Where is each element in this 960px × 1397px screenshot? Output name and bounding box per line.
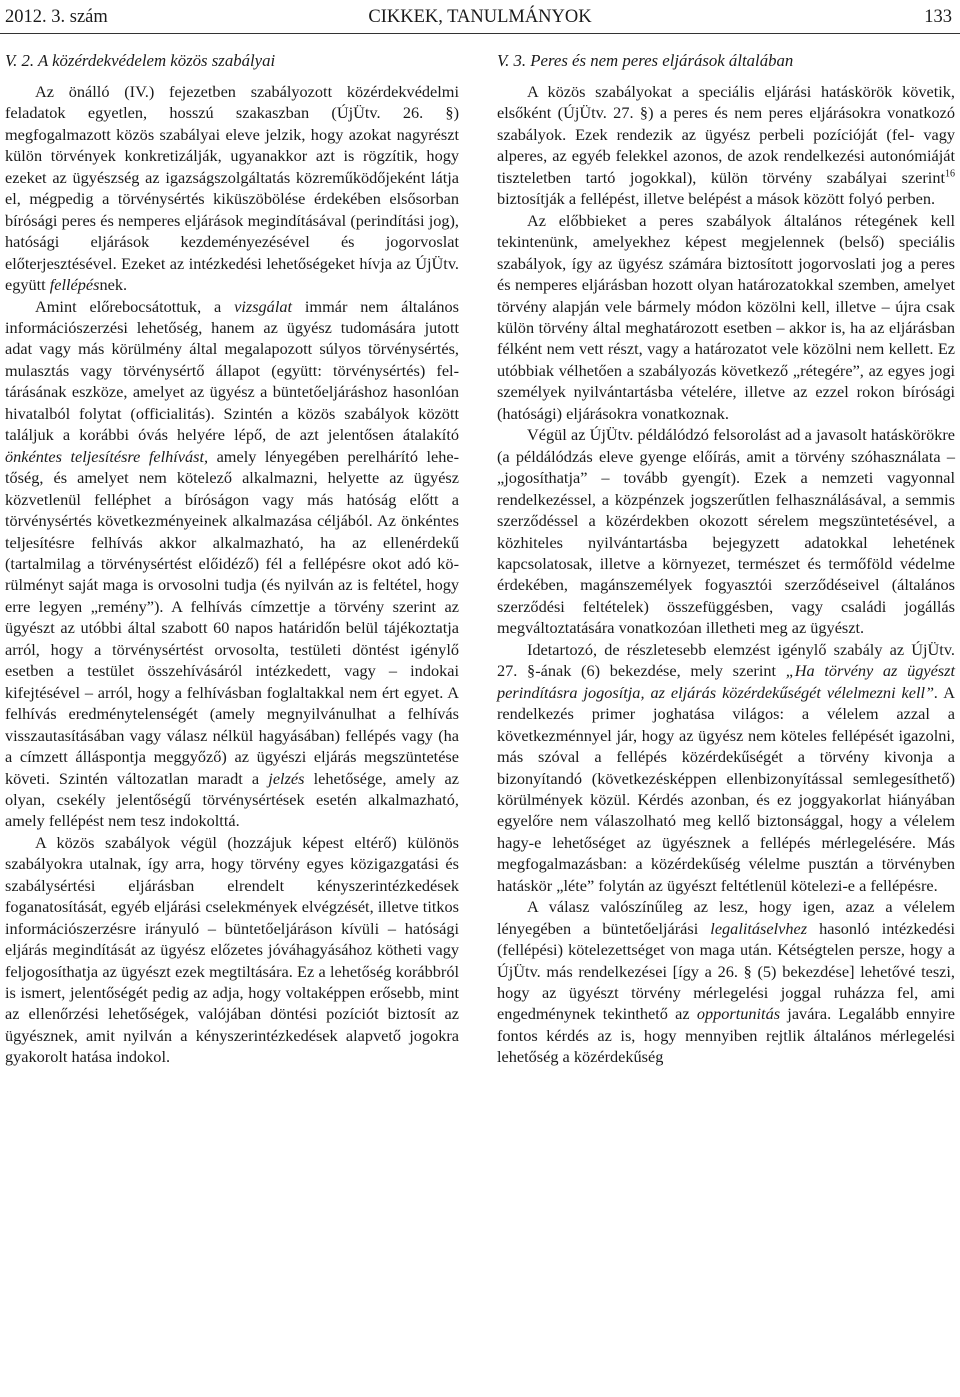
text-run: A közös szabályokat a speciális eljárási hatáskörök követik, elsőként (ÚjÜtv. 27. §) a peres és nem peres eljárásokra vonatkozó szabályok. Ezek rendezik az ügyész perbeli pozícióját (fel- vagy alperes, az egyéb felekkel azonos, de azok rendelkezési autonómiáját tiszteletben tartó jogokkal), külön törvény szabályai szerint [497, 82, 955, 187]
paragraph [5, 832, 459, 1068]
section-heading-v3: V. 3. Peres és nem peres eljárások általában [497, 51, 794, 70]
paragraph [497, 639, 955, 896]
italic-run: önkéntes teljesítésre felhívást, [5, 446, 209, 466]
paragraph [5, 296, 459, 832]
header-rule [0, 33, 960, 34]
text-run: amely lényegében perelhárító lehetőség, és amelyet nem kötelező alkalmazni, helyette az ügyész közvetlenül felléphet a bíróságon vagy más hatóság előtt a törvénysértés következményeinek alkalmazása céljából. Az önkéntes teljesítésre felhívás akkor alkalmazható, ha az ellenérdekű (tartalmilag a törvénysértést előidéző) fél a fellépésre okot adó körülményt saját maga is orvosolni tudja (és nyilván az is feltétel, hogy erre legyen „remény”). A felhívás címzettje a törvény szerint az ügyészt az utóbbi által szabott 60 napos határidőn belül tájékoztatja arról, hogy a törvénysértést orvosolta, testületi döntést igénylő esetben a testület összehívásáról intézkedett, vagy – indokai kifejtésével – arról, hogy a felhívásban foglaltakkal nem ért egyet. A felhívás eredménytelenségét (amely megnyilvánulhat a felhívás visszautasításában vagy válasz nélkül hagyásában) fellépés vagy (ha a címzett álláspontja meggyőző) az ügyészi eljárás megszüntetése követi. Szintén változatlan maradt a [5, 446, 459, 788]
italic-run: vizsgálat [234, 296, 293, 316]
italic-run: fellépés [49, 275, 100, 295]
italic-run: legalitáselvhez [710, 918, 808, 938]
italic-run: opportunitás [696, 1004, 781, 1024]
text-run: hasonló intézkedési (fellépési) kötelezettséget von maga után. Kétségtelen persze, hogy a ÚjÜtv. más rendelkezései [így a 26. § (5) bekezdése] lehetővé teszi, hogy az ügyészt törvény mérlegelési joggal ruházza fel, ami engedménynek tekinthető az [497, 918, 955, 1024]
text-run: Végül az ÚjÜtv. példálódzó felsorolást ad a javasolt hatáskörökre (a példálódzás eleve gyenge előírás, amit a törvény szóhasználata – „jogosíthatja” – tovább gyengít). Ezek a nemzeti vagyonnal rendelkezéssel, a közpénzek jogszerűtlen felhasználásával, a semmis szerződéssel a közérdekben okozott sérelem megszüntetésével, a közhiteles nyilvántartásba bejegyzett adatokkal lehetének kapcsolatosak, illetve a környezet, természet és termőföld védelme érdekében, magánszemélyek fogyasztói szerződéseivel (általános szerződési feltételek) összefüggésben, vagy családi jogállás megváltoztatására vonatkozóan illetheti meg az ügyészt. [497, 425, 955, 638]
section-label: CIKKEK, TANULMÁNYOK [368, 7, 592, 27]
left-column [5, 50, 459, 1068]
italic-run: „Ha törvény az ügyészt perindításra jogosítja, az eljárás közérdekűségét vélelmezni kell”. [497, 661, 956, 702]
text-run: Amint előrebocsátottuk, a [35, 296, 235, 316]
footnote-ref: 16 [945, 168, 955, 180]
text-run: immár nem általános információszerzési lehetőség, hanem az ügyész tudomására jutott adat vagy más körülmény által megalapozott súlyos törvénysértés, mulasztás vagy törvénysértő állapot (együtt: törvénysértés) feltárásának eszköze, amelyet az ügyész a büntetőeljáráshoz hasonlóan hivatalból folytat (officialitás). Szintén a közös szabályok között találjuk a korábbi óvás helyére lépő, de azt jelentősen átalakító [5, 296, 460, 445]
italic-run: jelzés [268, 768, 305, 788]
text-run: Az önálló (IV.) fejezetben szabályozott közérdekvédelmi feladatok egyetlen, hosszú szakaszban (ÚjÜtv. 26. §) megfogalmazott közös szabályai eleve jelzik, hogy azokat nagyrészt külön törvények konkretizálják, ugyanakkor azt is rögzítik, hogy ezeket az ügyészség az igazságszolgáltatás közreműködőjeként látja el, mégpedig a törvénysértés kiküszöbölése érdekében elsősorban bírósági peres és nemperes eljárások megindításával (perindítási jog), hatósági eljárások kezdeményezésével és jogorvoslat előterjesztésével. Ezeket az intézkedési lehetőségeket hívja az ÚjÜtv. együtt [5, 82, 459, 295]
text-run: Idetartozó, de részletesebb elemzést igénylő szabály az ÚjÜtv. 27. §-ának (6) bekezdése, mely szerint [497, 639, 955, 681]
text-run: Az előbbieket a peres szabályok általános rétegének kell tekintenünk, amelyekhez képest megjelennek (belső) speciális szabályok, így az ügyész számára biztosított jogorvoslati jog a peres és nemperes eljárásban hozott olyan határozatokkal szemben, amelyet törvény alapján vele bármely módon közölni kell, illetve – újra csak külön törvény által meghatározott esetben – akkor is, ha az eljárásban félként nem vett részt, vagy a határozatot vele közölni nem kellett. Ez utóbbiak vélhetően a szabályozás következő „rétegére”, az egyes jogi személyek nyilvántartásba vételére, illetve az ezzel rokon bírósági (hatósági) eljárásokra vonatkoznak. [497, 210, 955, 423]
running-header [0, 0, 960, 34]
paragraph [497, 896, 955, 1068]
page-number: 133 [924, 7, 952, 27]
section-heading-v2: V. 2. A közérdekvédelem közös szabályai [5, 51, 276, 70]
text-run: A rendelkezés primer joghatása világos: a vélelem azzal a következménnyel jár, hogy az ügyész nem köteles fellépését igazolni, más szóval a fellépés közérdekűségét a törvény kivonja a bizonyítandó (következésképpen ellenbizonyítással semlegesíthető) körülmények közül. Kérdés azonban, és ez joggyakorlat hiányában egyelőre nem válaszolható meg kellő biztonsággal, hogy a vélelem hagy-e lehetőséget az ügyésznek a fellépés mérlegelésére. Más megfogalmazásban: a közérdekűség vélelme pusztán a törvényben hatáskör „léte” folytán az ügyészt feltétlenül kötelezi-e a fellépésre. [497, 682, 955, 895]
paragraph [497, 424, 955, 639]
paragraph [5, 81, 459, 296]
text-run: nek. [99, 275, 128, 295]
paragraph [497, 81, 955, 210]
paragraph [497, 210, 955, 425]
issue-label: 2012. 3. szám [5, 7, 108, 27]
right-column [497, 50, 955, 1068]
text-run: biztosítják a fellépést, illetve belépést a mások között folyó perben. [497, 189, 936, 209]
text-run: lehetősége, amely az olyan, csekély jelentőségű törvénysértések esetén alkalmazható, amely fellépést nem tesz indokolttá. [5, 768, 459, 831]
text-run: javára. Legalább ennyire fontos kérdés az is, hogy mennyiben rejtlik általános mérlegelési lehetőség a közérdekűség [497, 1004, 955, 1067]
text-run: A közös szabályok végül (hozzájuk képest eltérő) különös szabályokra utalnak, így arra, hogy törvény egyes közigazgatási és szabálysértési eljárásban elrendelt kényszerintézkedések foganatosítását, egyéb eljárási cselekmények elvégzését, illetve titkos információszerzésre irányuló – büntetőeljáráson kívüli – hatósági eljárás megindítását az ügyész előzetes jóváhagyásához kötheti vagy feljogosíthatja az ügyészt ezek megtiltására. Ez a lehetőség korábbról is ismert, jelentőségét pedig az adja, hogy voltaképpen erősebb, mint az ellenőrzési lehetőségek, valójában döntési pozíciót biztosít az ügyésznek, amit nyilván a kényszerintézkedések alapvető jogokra gyakorolt hatása indokol. [5, 832, 459, 1067]
text-run: A válasz valószínűleg az lesz, hogy igen, azaz a vélelem lényegében a büntetőeljárási [497, 897, 955, 938]
